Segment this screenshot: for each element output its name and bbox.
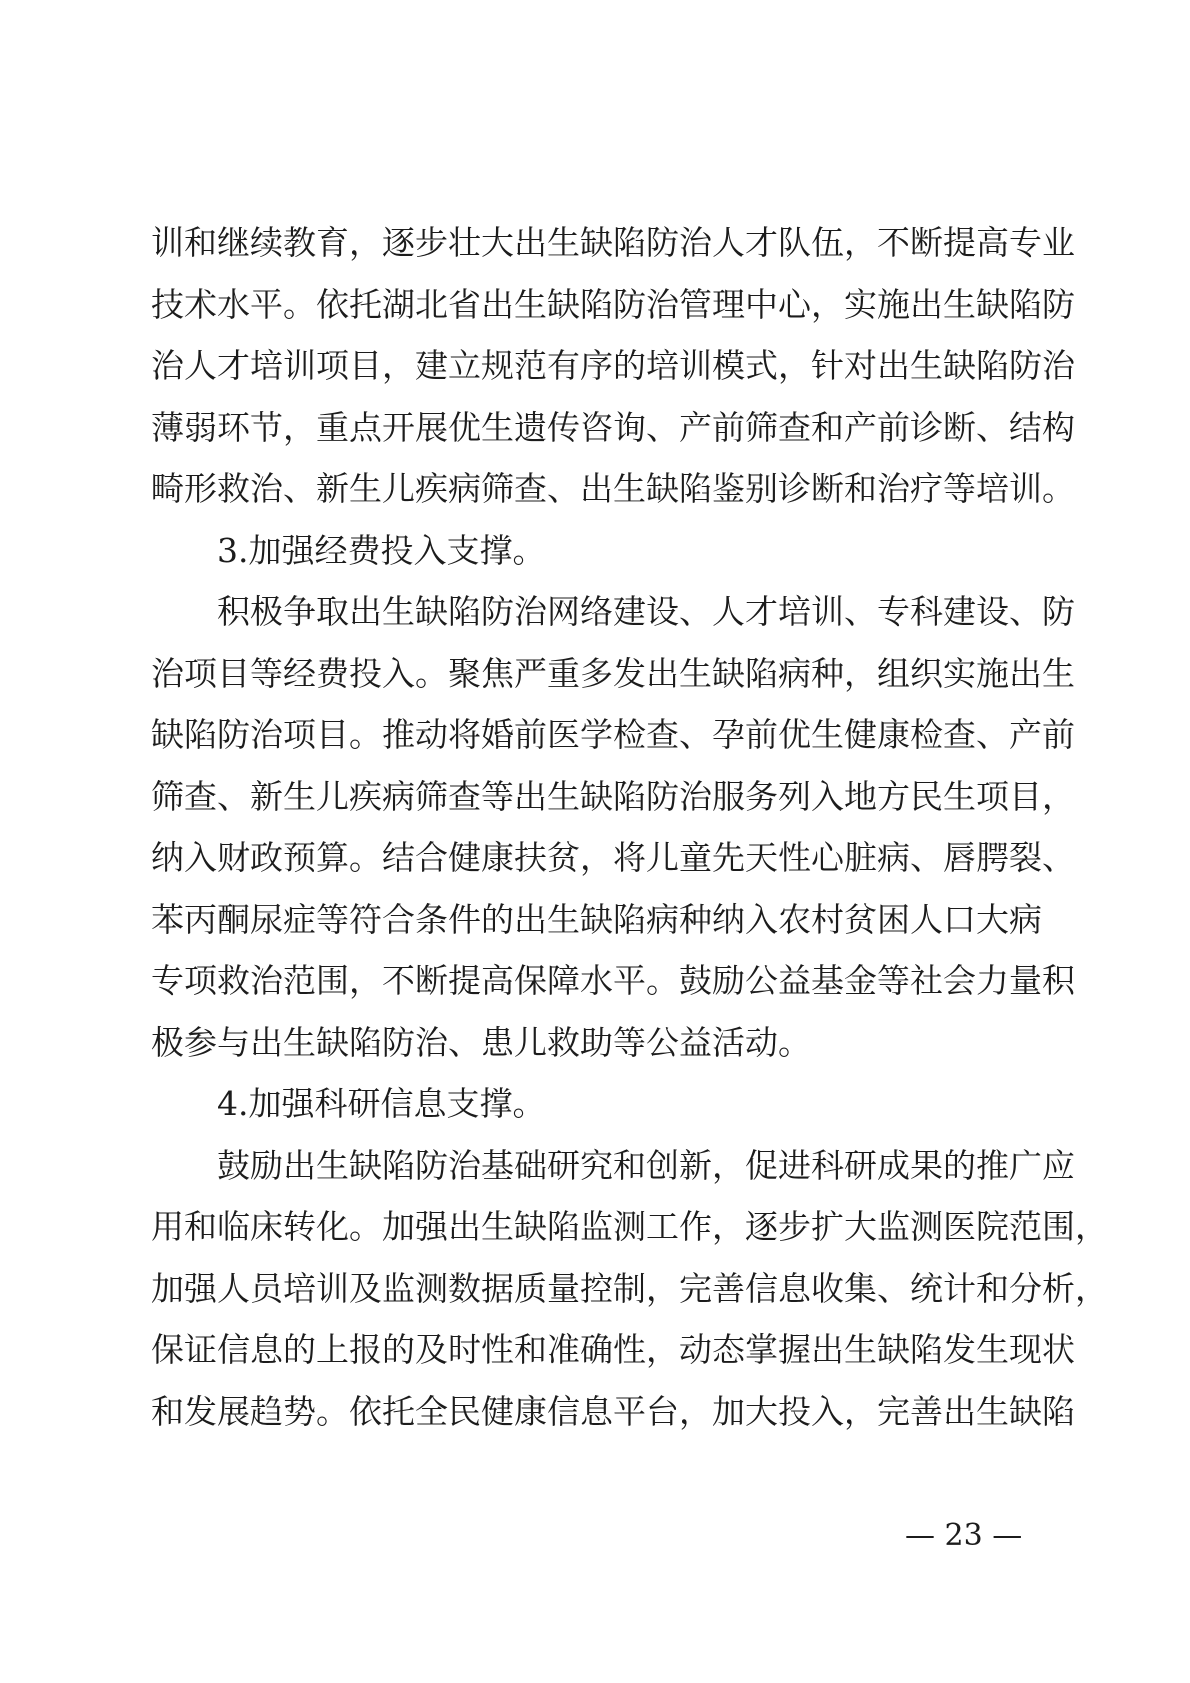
text-line: 专项救治范围，不断提高保障水平。鼓励公益基金等社会力量积 [151,961,1075,1000]
text-line: 薄弱环节，重点开展优生遗传咨询、产前筛查和产前诊断、结构 [151,407,1075,447]
text-line: 鼓励出生缺陷防治基础研究和创新，促进科研成果的推广应 [217,1145,1075,1185]
text-line: 保证信息的上报的及时性和准确性，动态掌握出生缺陷发生现状 [151,1330,1075,1369]
text-line: 筛查、新生儿疾病筛查等出生缺陷防治服务列入地方民生项目， [151,776,1075,816]
text-line: 极参与出生缺陷防治、患儿救助等公益活动。 [151,1022,811,1062]
text-line: 和发展趋势。依托全民健康信息平台，加大投入，完善出生缺陷 [151,1391,1075,1431]
text-line: 用和临床转化。加强出生缺陷监测工作，逐步扩大监测医院范围， [151,1207,1108,1246]
text-line: 纳入财政预算。结合健康扶贫，将儿童先天性心脏病、唇腭裂、 [151,838,1075,877]
text-line: 治人才培训项目，建立规范有序的培训模式，针对出生缺陷防治 [151,346,1075,385]
text-line: 加强人员培训及监测数据质量控制，完善信息收集、统计和分析， [151,1268,1108,1308]
text-line: 畸形救治、新生儿疾病筛查、出生缺陷鉴别诊断和治疗等培训。 [151,469,1075,508]
section-heading: 4.加强科研信息支撑。 [217,1084,546,1123]
text-line: 苯丙酮尿症等符合条件的出生缺陷病种纳入农村贫困人口大病 [151,899,1042,939]
text-line: 训和继续教育，逐步壮大出生缺陷防治人才队伍，不断提高专业 [151,223,1075,262]
body-text [151,212,1108,1442]
page-number: — 23 — [905,1518,1023,1553]
text-line: 缺陷防治项目。推动将婚前医学检查、孕前优生健康检查、产前 [151,715,1075,754]
text-line: 治项目等经费投入。聚焦严重多发出生缺陷病种，组织实施出生 [151,653,1075,693]
text-line: 积极争取出生缺陷防治网络建设、人才培训、专科建设、防 [217,592,1075,631]
text-line: 技术水平。依托湖北省出生缺陷防治管理中心，实施出生缺陷防 [151,284,1075,324]
section-heading: 3.加强经费投入支撑。 [217,530,546,570]
